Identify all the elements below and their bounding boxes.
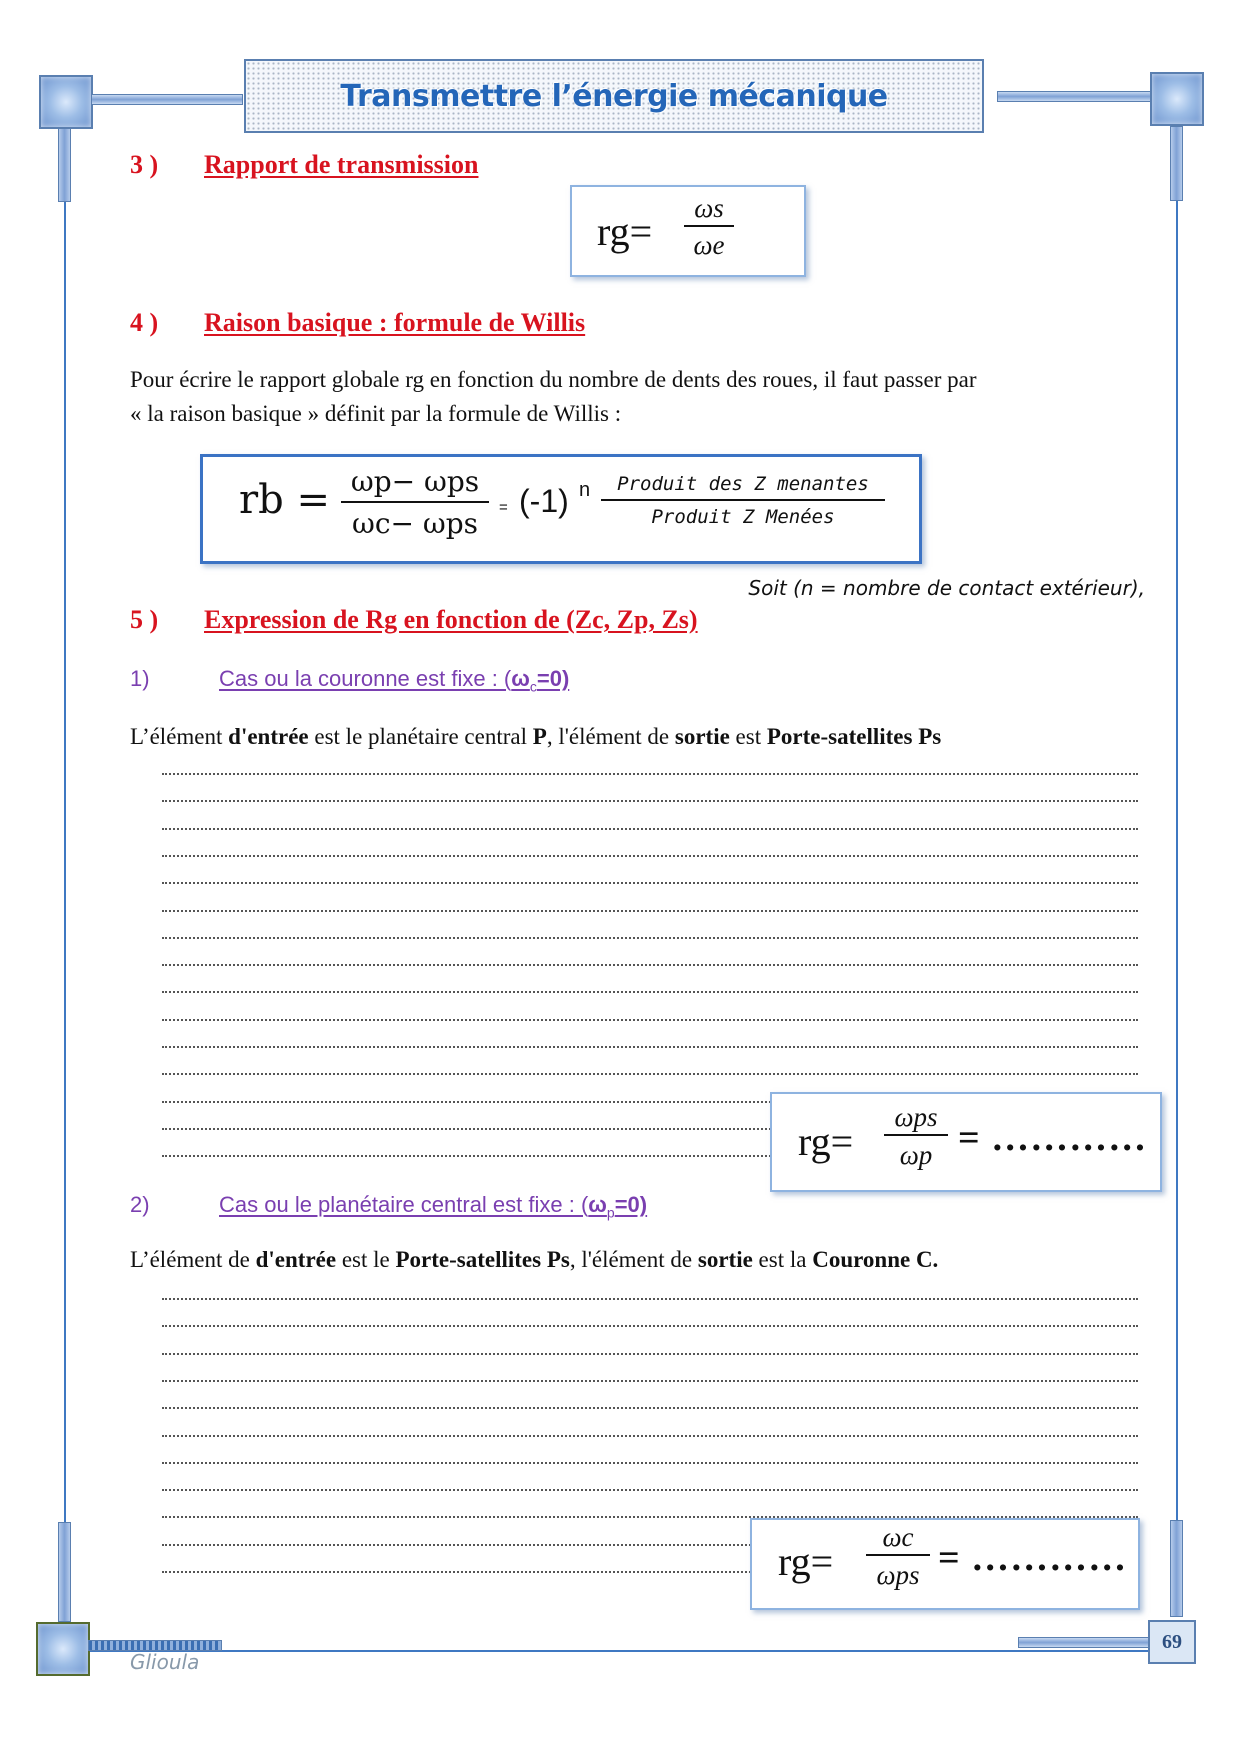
- formula-rb-fraction: [341, 463, 489, 545]
- formula-case-2-denominator: ωps: [876, 1560, 920, 1590]
- case-1-sentence: L’élément d'entrée est le planétaire central P, l'élément de sortie est Porte-satellites Ps: [130, 724, 942, 749]
- willis-intro-line-1: Pour écrire le rapport globale rg en fonction du nombre de dents des roues, il faut passer par: [130, 367, 977, 392]
- answer-line[interactable]: [162, 963, 1138, 966]
- case-2-sentence: L’élément de d'entrée est le Porte-satellites Ps, l'élément de sortie est la Couronne C.: [130, 1247, 939, 1272]
- formula-rb-denominator: ωc− ωps: [352, 507, 478, 540]
- formula-box-rg: [570, 185, 806, 277]
- formula-case-1-lhs: rg=: [798, 1119, 854, 1164]
- answer-line[interactable]: [162, 1406, 1138, 1409]
- answer-line[interactable]: [162, 909, 1138, 912]
- formula-rg-lhs: rg=: [597, 209, 653, 254]
- footer-author: Glioula: [130, 1650, 200, 1674]
- case-2-number: 2): [130, 1192, 150, 1217]
- frame-bar-top-right-vertical: [1170, 126, 1183, 201]
- frame-left-line: [64, 196, 66, 1528]
- answer-line[interactable]: [162, 1072, 1138, 1075]
- formula-case-2-lhs: rg=: [778, 1539, 834, 1584]
- answer-line[interactable]: [162, 854, 1138, 857]
- formula-rb-exponent: n: [579, 479, 591, 501]
- formula-case-2-fraction: [866, 1520, 930, 1594]
- formula-rb-teeth-fraction: [601, 469, 885, 533]
- frame-bottom-line: [64, 1650, 1176, 1652]
- formula-rg-denominator: ωe: [693, 230, 725, 260]
- answer-line[interactable]: [162, 1488, 1138, 1491]
- frame-bar-top-right: [997, 91, 1151, 102]
- section-title-expression: Expression de Rg en fonction de (Zc, Zp, Zs): [204, 605, 698, 634]
- section-title-rapport: Rapport de transmission: [204, 150, 479, 179]
- omega-subscript: c: [529, 678, 537, 695]
- frame-bar-bottom-right: [1018, 1637, 1150, 1648]
- soit-note: Soit (n = nombre de contact extérieur),: [748, 576, 1145, 600]
- formula-box-case-1: [770, 1092, 1162, 1192]
- frame-right-line: [1176, 196, 1178, 1528]
- section-number-4: 4 ): [130, 308, 159, 337]
- case-2-title: Cas ou le planétaire central est fixe : $(\omega_p=0)$: [219, 1192, 648, 1221]
- formula-case-2-rhs: = …………: [938, 1537, 1128, 1579]
- formula-case-1-rhs: = …………: [958, 1117, 1148, 1159]
- frame-bar-top-left-vertical: [58, 128, 71, 202]
- page-number: 69: [1148, 1620, 1196, 1664]
- answer-line[interactable]: [162, 1461, 1138, 1464]
- answer-line[interactable]: [162, 1297, 1138, 1300]
- corner-ornament-top-left: [39, 75, 93, 129]
- answer-line[interactable]: [162, 1379, 1138, 1382]
- answer-line[interactable]: [162, 827, 1138, 830]
- corner-ornament-top-right: [1150, 72, 1204, 126]
- answer-line[interactable]: [162, 1352, 1138, 1355]
- answer-line[interactable]: [162, 1018, 1138, 1021]
- answer-line[interactable]: [162, 1045, 1138, 1048]
- case-1-title: Cas ou la couronne est fixe : $(\omega_c=0)$: [219, 666, 570, 695]
- corner-ornament-bottom-left: [36, 1622, 90, 1676]
- frame-bar-top-left: [91, 94, 243, 105]
- formula-rb-lhs: rb =: [239, 477, 330, 523]
- omega-subscript: p: [606, 1204, 615, 1221]
- formula-rb-equals: =: [499, 499, 508, 516]
- omega-symbol: ω: [511, 666, 530, 691]
- formula-box-case-2: [750, 1518, 1140, 1610]
- page-title-box: [244, 59, 984, 133]
- section-number-5: 5 ): [130, 605, 159, 634]
- answer-line[interactable]: [162, 990, 1138, 993]
- formula-case-1-fraction: [884, 1100, 948, 1174]
- formula-box-willis: [200, 454, 922, 564]
- frame-bar-bottom-right-vertical: [1170, 1520, 1183, 1617]
- formula-rb-sign: (-1): [519, 483, 569, 519]
- formula-rb-numerator: ωp− ωps: [350, 465, 480, 498]
- answer-line[interactable]: [162, 772, 1138, 775]
- formula-rb-teeth-numerator: Produit des Z menantes: [617, 473, 869, 495]
- answer-line[interactable]: [162, 1434, 1138, 1437]
- answer-line[interactable]: [162, 1324, 1138, 1327]
- answer-line[interactable]: [162, 881, 1138, 884]
- frame-bar-bottom-left-vertical: [58, 1522, 71, 1622]
- formula-case-1-numerator: ωps: [894, 1102, 938, 1132]
- answer-line[interactable]: [162, 936, 1138, 939]
- willis-intro-line-2: « la raison basique » définit par la formule de Willis :: [130, 401, 622, 426]
- page-title: Transmettre l’énergie mécanique: [340, 78, 888, 114]
- formula-rg-numerator: ωs: [694, 193, 724, 223]
- section-title-willis: Raison basique : formule de Willis: [204, 308, 586, 337]
- case-1-number: 1): [130, 666, 150, 691]
- answer-line[interactable]: [162, 799, 1138, 802]
- formula-case-1-denominator: ωp: [899, 1140, 933, 1170]
- formula-rb-teeth-denominator: Produit Z Menées: [651, 505, 835, 528]
- section-number-3: 3 ): [130, 150, 159, 179]
- omega-symbol: ω: [588, 1192, 607, 1217]
- formula-case-2-numerator: ωc: [882, 1522, 914, 1552]
- formula-rg-fraction: [684, 191, 734, 263]
